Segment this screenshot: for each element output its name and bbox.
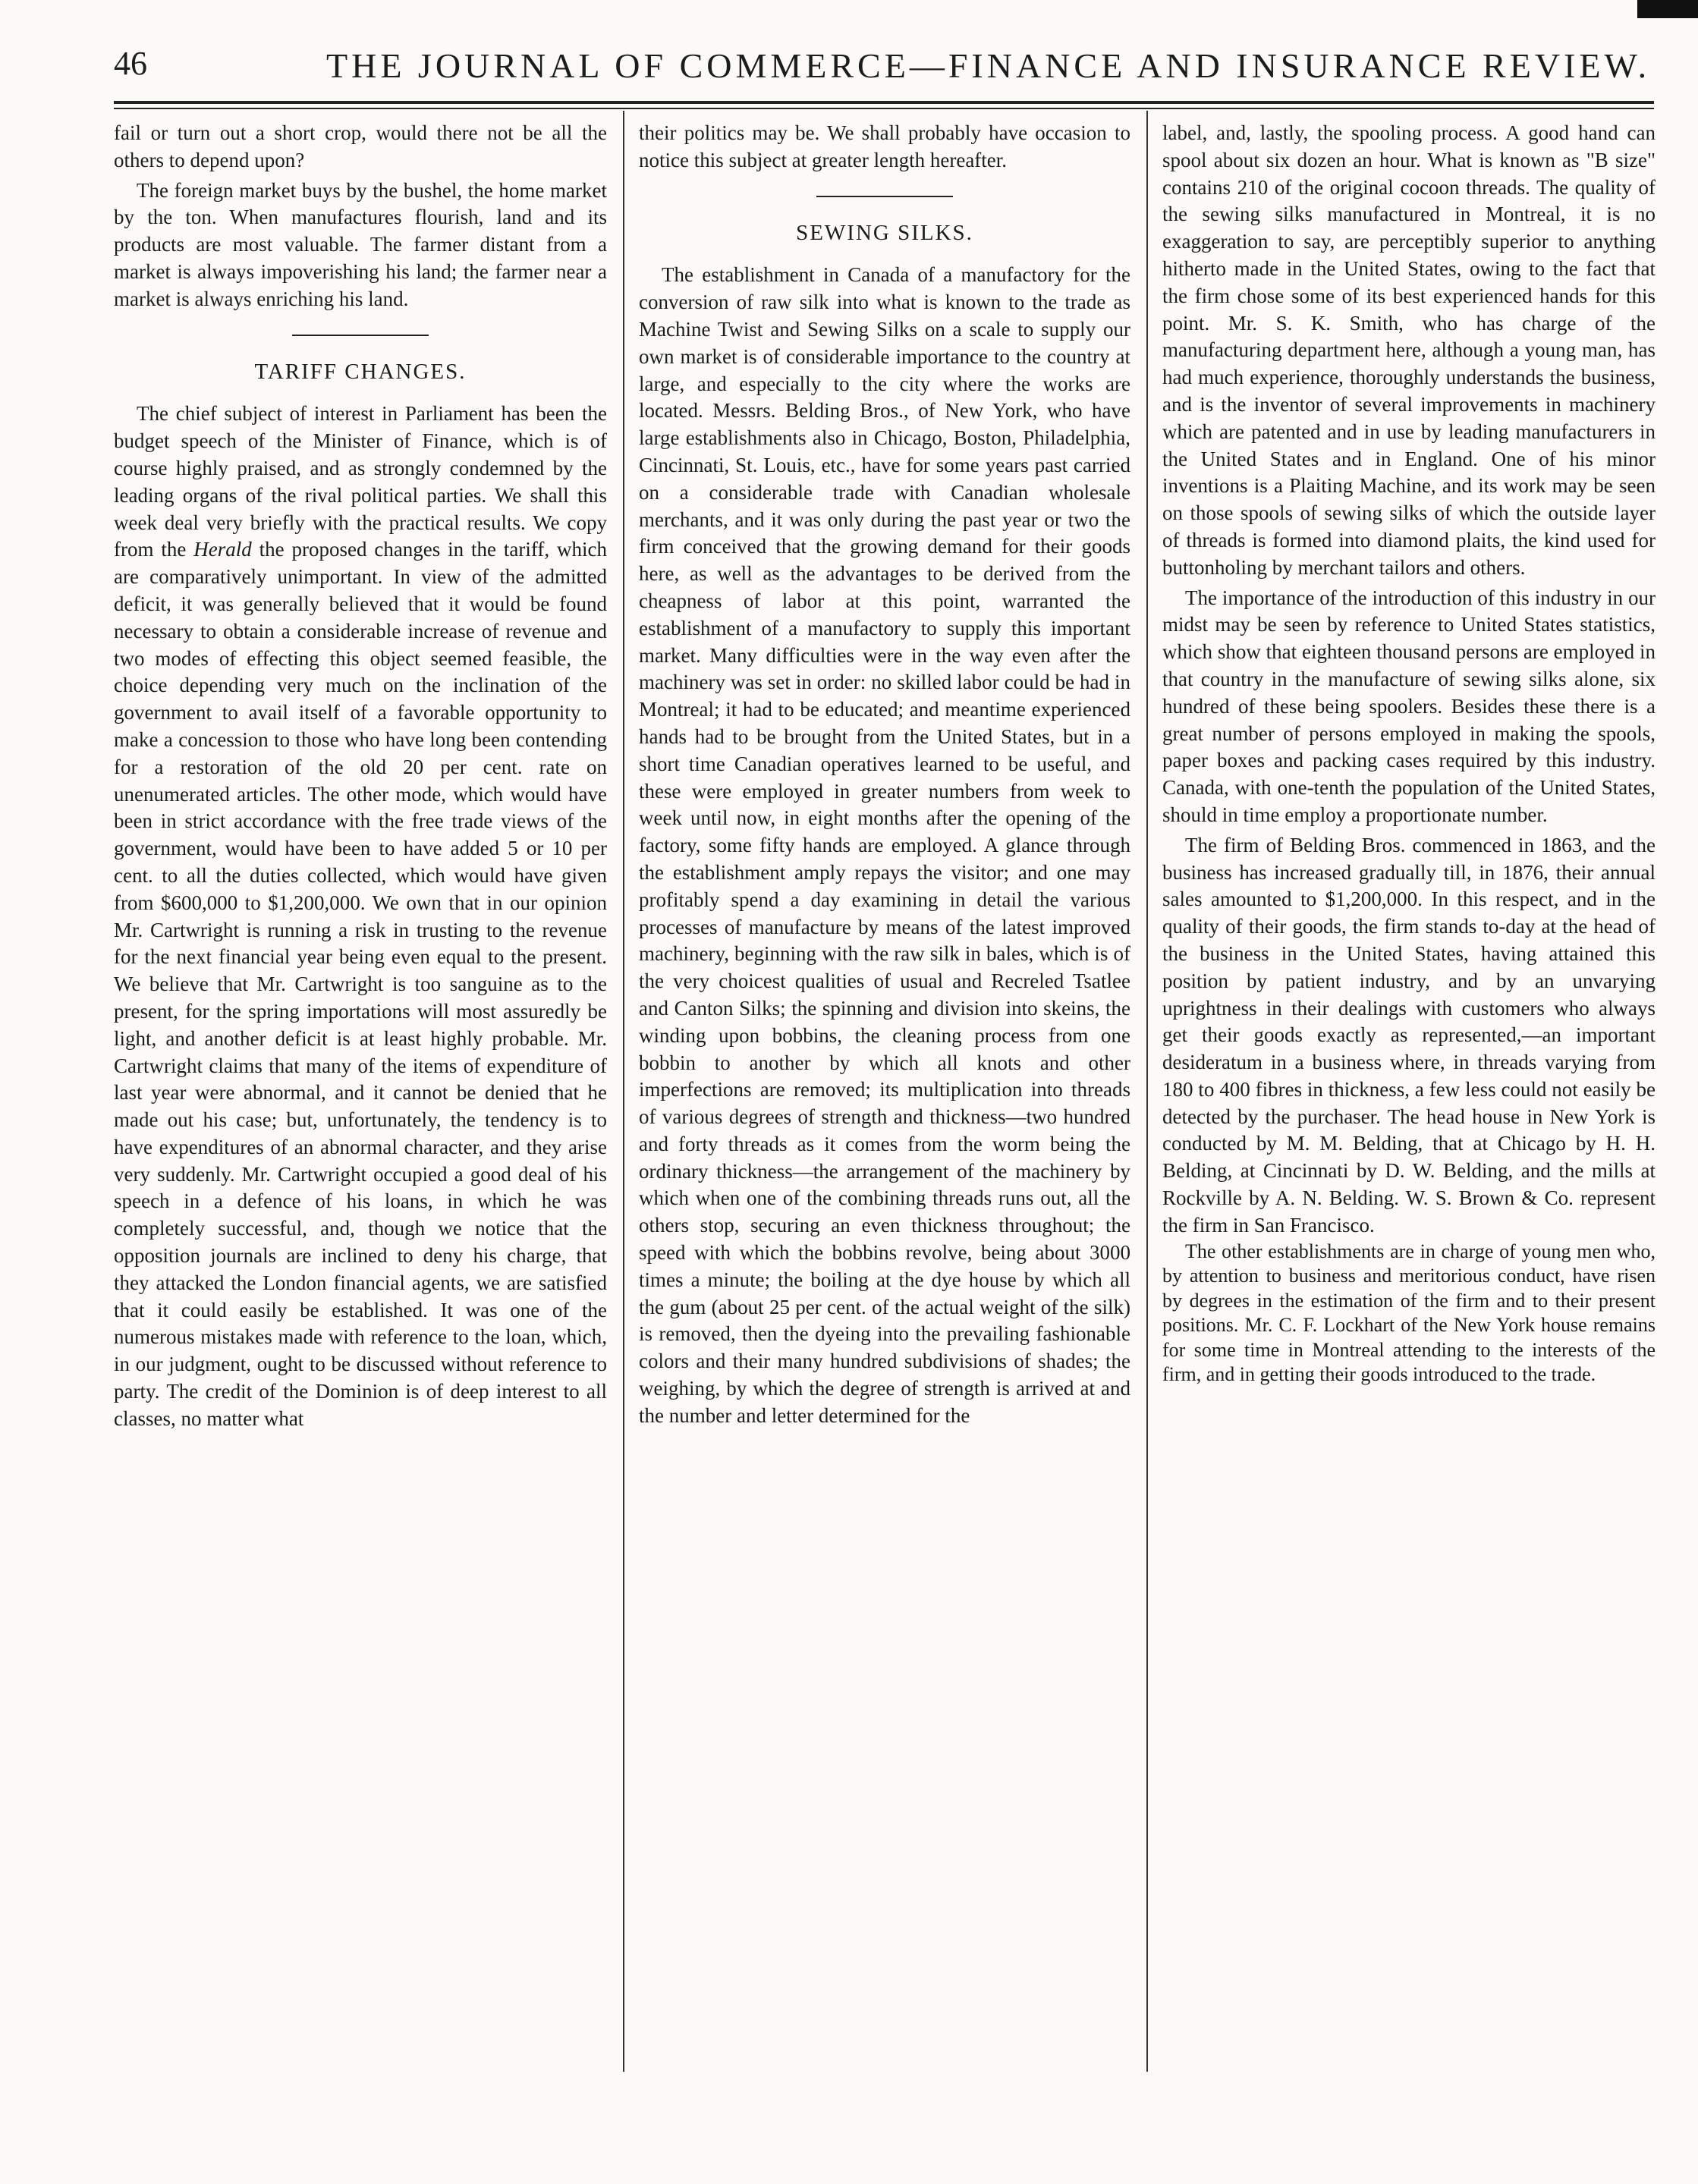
column-2 (639, 120, 1130, 1430)
paragraph: The establishment in Canada of a manufactory for the conversion of raw silk into what is known to the trade as Machine Twist and Sewing Silks on a scale to supply our own market is of considerable importance to the country at large, and especially to the city where the works are located. Messrs. Belding Bros., of New York, who have large establishments also in Chicago, Boston, Philadelphia, Cincinnati, St. Louis, etc., have for some years past carried on a considerable trade with Canadian wholesale merchants, and it was only during the past year or two the firm conceived that the growing demand for their goods here, as well as the advantages to be derived from the cheapness of labor at this point, warranted the establishment of a manufactory to supply this important market. Many difficulties were in the way even after the machinery was set in order: no skilled labor could be had in Montreal; it had to be educated; and meantime experienced hands had to be brought from the United States, but in a short time Canadian operatives learned to be useful, and these were employed in greater numbers from week to week until now, in eight months after the opening of the factory, some fifty hands are employed. A glance through the establishment amply repays the visitor; and one may profitably spend a day examining in detail the various processes of manufacture by means of the latest improved machinery, beginning with the raw silk in bales, which is of the very choicest qualities of usual and Recreled Tsatlee and Canton Silks; the spinning and division into skeins, the winding upon bobbins, the cleaning process from one bobbin to another by which all knots and other imperfections are removed; its multiplication into threads of various degrees of strength and thickness—two hundred and forty threads as it comes from the worm being the ordinary thickness—the arrangement of the machinery by which when one of the combining threads runs out, all the others stop, securing an even thickness throughout; the speed with which the bobbins revolve, being about 3000 times a minute; the boiling at the dye house by which all the gum (about 25 per cent. of the actual weight of the silk) is removed, then the dyeing into the prevailing fashionable colors and their many hundred subdivisions of shades; the weighing, by which the degree of strength is arrived at and the number and letter determined for the (639, 263, 1130, 1427)
herald-italic: Herald (193, 538, 252, 561)
header-rule-thick (114, 101, 1654, 104)
page-edge-mark (1637, 0, 1698, 18)
section-heading-tariff-changes: TARIFF CHANGES. (254, 359, 467, 384)
section-divider (292, 335, 429, 336)
paragraph: The firm of Belding Bros. commenced in 1863, and the business has increased gradually till, in 1876, their annual sales amounted to $1,200,000. In this respect, and in the quality of their goods, the firm stands to-day at the head of the business in the United States, having attained this position by patient industry, and by an unvarying uprightness in their dealings with customers who always get their goods exactly as represented,—an important desideratum in a business where, in threads varying from 180 to 400 fibres in thickness, a few less could not easily be detected by the purchaser. The head house in New York is conducted by M. M. Belding, that at Chicago by H. H. Belding, at Cincinnati by D. W. Belding, and the mills at Rockville by A. N. Belding. W. S. Brown & Co. represent the firm in San Francisco. (1162, 833, 1656, 1237)
paragraph: fail or turn out a short crop, would there not be all the others to depend upon? (114, 121, 607, 171)
paragraph: their politics may be. We shall probably have occasion to notice this subject at greater length hereafter. (639, 121, 1130, 171)
paragraph: The importance of the introduction of this industry in our midst may be seen by reference to United States statistics, which show that eighteen thousand persons are employed in that country in the manufacture of sewing silks alone, six hundred of these being spoolers. Besides these there is a great number of persons employed in making the spools, paper boxes and packing cases required by this industry. Canada, with one-tenth the population of the United States, should in time employ a proportionate number. (1162, 586, 1656, 826)
header-rule-thin (114, 108, 1654, 109)
column-3 (1162, 120, 1656, 1387)
paragraph: label, and, lastly, the spooling process. A good hand can spool about six dozen an hour. What is known as "B size" contains 210 of the original cocoon threads. The quality of the sewing silks manufactured in Montreal, it is no exaggeration to say, are perceptibly superior to anything hitherto made in the United States, owing to the fact that the firm chose some of its best experienced hands for this point. Mr. S. K. Smith, who has charge of the manufacturing department here, although a young man, has had much experience, thoroughly understands the business, and is the inventor of several improvements in machinery which are patented and in use by leading manufacturers in the United States and in England. One of his minor inventions is a Plaiting Machine, and its work may be seen on those spools of sewing silks of which the outside layer of threads is formed into diamond plaits, the kind used for buttonholing by merchant tailors and others. (1162, 121, 1656, 579)
small-print-block (1162, 1240, 1656, 1387)
paragraph (114, 401, 607, 1432)
paragraph: The foreign market buys by the bushel, the home market by the ton. When manufactures flourish, land and its products are most valuable. The farmer distant from a market is always impoverishing his land; the farmer near a market is always enriching his land. (114, 178, 607, 310)
paragraph: The other establishments are in charge of young men who, by attention to business and meritorious conduct, have risen by degrees in the estimation of the firm and to their present positions. Mr. C. F. Lockhart of the New York house remains for some time in Montreal attending to the interests of the firm, and in getting their goods introduced to the trade. (1162, 1240, 1656, 1386)
column-divider-2 (1146, 111, 1148, 2072)
page-number: 46 (114, 45, 147, 82)
column-divider-1 (623, 111, 624, 2072)
section-heading-sewing-silks: SEWING SILKS. (796, 220, 973, 245)
section-divider (816, 196, 953, 197)
column-1 (114, 120, 607, 1433)
journal-title: THE JOURNAL OF COMMERCE—FINANCE AND INSURANCE REVIEW. (326, 46, 1651, 85)
text-run: the proposed changes in the tariff, which are comparatively unimportant. In view of the admitted deficit, it was generally believed that it would be found necessary to obtain a considerable increase of revenue and two modes of effecting this object seemed feasible, the choice depending very much on the inclination of the government to avail itself of a favorable opportunity to make a concession to those who have long been contending for a restoration of the old 20 per cent. rate on unenumerated articles. The other mode, which would have been in strict accordance with the free trade views of the government, would have been to have added 5 or 10 per cent. to all the duties collected, which would have given from $600,000 to $1,200,000. We own that in our opinion Mr. Cartwright is running a risk in trusting to the revenue for the next financial year being even equal to the present. We believe that Mr. Cartwright is too sanguine as to the present, for the spring importations will most assuredly be light, and another deficit is at least highly probable. Mr. Cartwright claims that many of the items of expenditure of last year were abnormal, and it cannot be denied that he made out his case; but, unfortunately, the tendency is to have expenditures of an abnormal character, and they arise very suddenly. Mr. Cartwright occupied a good deal of his speech in a defence of his loans, in which he was completely successful, and, though we notice that the opposition journals are inclined to deny his charge, that they attacked the London financial agents, we are satisfied that it could easily be established. It was one of the numerous mistakes made with reference to the loan, which, in our judgment, ought to be discussed without reference to party. The credit of the Dominion is of deep interest to all classes, no matter what (114, 538, 607, 1430)
text-run: The chief subject of interest in Parliament has been the budget speech of the Minister of Finance, which is of course highly praised, and as strongly condemned by the leading organs of the rival political parties. We shall this week deal very briefly with the practical results. We copy from the (114, 402, 607, 561)
